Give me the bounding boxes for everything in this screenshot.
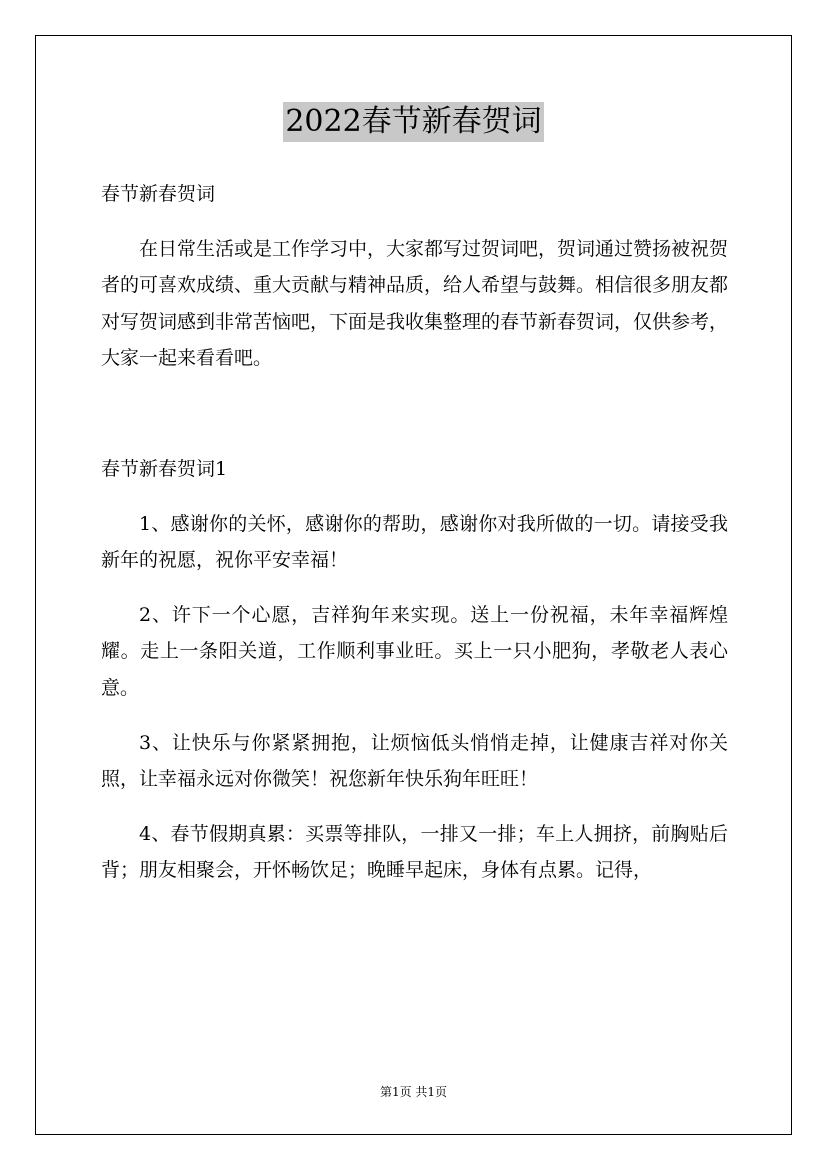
list-item: 3、让快乐与你紧紧拥抱，让烦恼低头悄悄走掉，让健康吉祥对你关照，让幸福永远对你微笑！祝您新年快乐狗年旺旺！ (101, 731, 728, 791)
section-heading: 春节新春贺词1 (101, 457, 228, 480)
subtitle-heading: 春节新春贺词 (101, 183, 216, 205)
list-item: 4、春节假期真累：买票等排队，一排又一排；车上人拥挤，前胸贴后背；朋友相聚会，开怀畅饮足；晚睡早起床，身体有点累。记得， (101, 822, 728, 882)
intro-paragraph: 在日常生活或是工作学习中，大家都写过贺词吧，贺词通过赞扬被祝贺者的可喜欢成绩、重大贡献与精神品质，给人希望与鼓舞。相信很多朋友都对写贺词感到非常苦恼吧，下面是我收集整理的春节新春贺词，仅供参考，大家一起来看看吧。 (101, 237, 729, 370)
document-title: 2022春节新春贺词 (283, 102, 543, 142)
list-item: 2、许下一个心愿，吉祥狗年来实现。送上一份祝福，未年幸福辉煌耀。走上一条阳关道，工作顺利事业旺。买上一只小肥狗，孝敬老人表心意。 (101, 603, 728, 699)
document-body (101, 176, 728, 889)
page-footer: 第1页 共1页 (379, 1085, 448, 1099)
list-item: 1、感谢你的关怀，感谢你的帮助，感谢你对我所做的一切。请接受我新年的祝愿，祝你平安幸福！ (101, 512, 728, 572)
title-container (0, 102, 827, 142)
